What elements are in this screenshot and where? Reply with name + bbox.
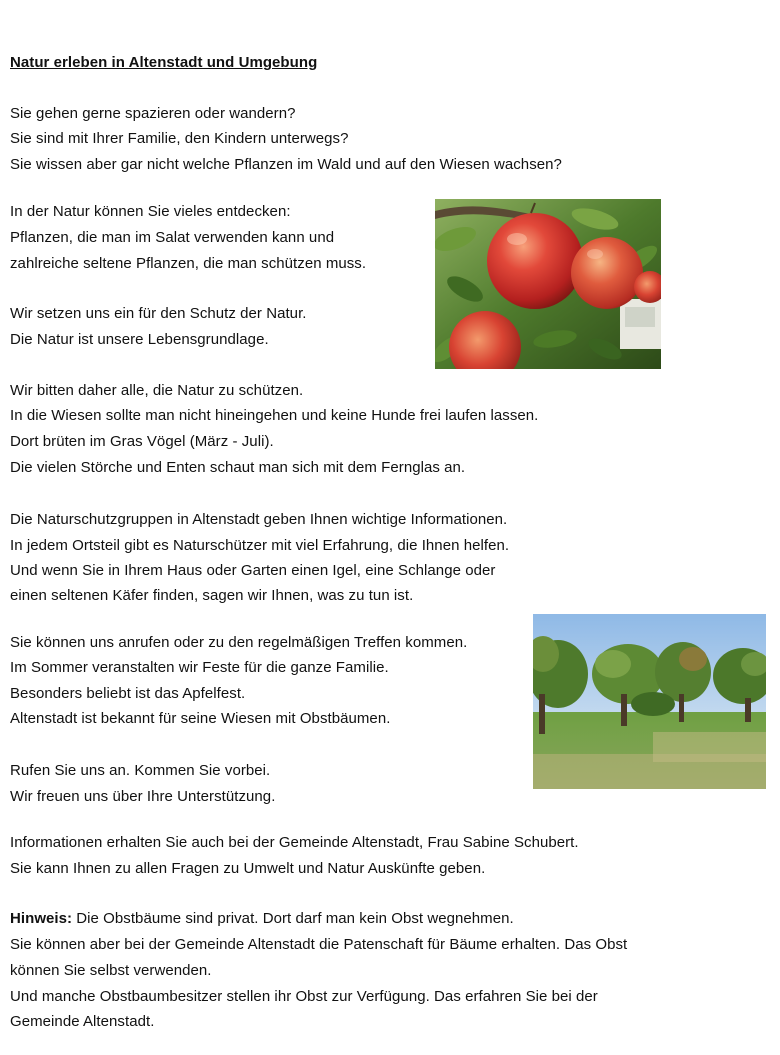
- protect-line-1: Wir setzen uns ein für den Schutz der Natur.: [10, 305, 307, 322]
- discover-line-1: In der Natur können Sie vieles entdecken:: [10, 203, 291, 220]
- hint-line-2: Sie können aber bei der Gemeinde Altenstadt die Patenschaft für Bäume erhalten. Das Obst: [10, 936, 628, 953]
- info-line-2: Sie kann Ihnen zu allen Fragen zu Umwelt und Natur Auskünfte geben.: [10, 860, 486, 877]
- hint-line-4: Und manche Obstbaumbesitzer stellen ihr Obst zur Verfügung. Das erfahren Sie bei der: [10, 988, 598, 1005]
- intro-line-2: Sie sind mit Ihrer Familie, den Kindern unterwegs?: [10, 130, 349, 147]
- events-line-3: Besonders beliebt ist das Apfelfest.: [10, 685, 246, 702]
- intro-line-3: Sie wissen aber gar nicht welche Pflanzen im Wald und auf den Wiesen wachsen?: [10, 156, 562, 173]
- call-line-1: Rufen Sie uns an. Kommen Sie vorbei.: [10, 762, 271, 779]
- ask-line-3: Dort brüten im Gras Vögel (März - Juli).: [10, 433, 274, 450]
- orchard-photo: [533, 614, 766, 789]
- ask-line-1: Wir bitten daher alle, die Natur zu schützen.: [10, 382, 304, 399]
- call-line-2: Wir freuen uns über Ihre Unterstützung.: [10, 788, 276, 805]
- page-title: Natur erleben in Altenstadt und Umgebung: [10, 54, 318, 71]
- intro-line-1: Sie gehen gerne spazieren oder wandern?: [10, 105, 296, 122]
- protect-line-2: Die Natur ist unsere Lebensgrundlage.: [10, 331, 269, 348]
- apples-photo: [435, 199, 661, 369]
- ask-line-2: In die Wiesen sollte man nicht hineingehen und keine Hunde frei laufen lassen.: [10, 407, 539, 424]
- discover-line-3: zahlreiche seltene Pflanzen, die man schützen muss.: [10, 255, 367, 272]
- groups-line-4: einen seltenen Käfer finden, sagen wir Ihnen, was zu tun ist.: [10, 587, 414, 604]
- events-line-4: Altenstadt ist bekannt für seine Wiesen mit Obstbäumen.: [10, 710, 391, 727]
- events-line-1: Sie können uns anrufen oder zu den regelmäßigen Treffen kommen.: [10, 634, 468, 651]
- groups-line-2: In jedem Ortsteil gibt es Naturschützer mit viel Erfahrung, die Ihnen helfen.: [10, 537, 510, 554]
- hint-line-3: können Sie selbst verwenden.: [10, 962, 212, 979]
- discover-line-2: Pflanzen, die man im Salat verwenden kann und: [10, 229, 335, 246]
- hint-line-1: [10, 910, 514, 928]
- groups-line-1: Die Naturschutzgruppen in Altenstadt geben Ihnen wichtige Informationen.: [10, 511, 508, 528]
- events-line-2: Im Sommer veranstalten wir Feste für die ganze Familie.: [10, 659, 389, 676]
- hint-line-5: Gemeinde Altenstadt.: [10, 1013, 155, 1030]
- hint-label: Hinweis:: [10, 910, 73, 927]
- hint-first-text: Die Obstbäume sind privat. Dort darf man kein Obst wegnehmen.: [72, 910, 514, 927]
- info-line-1: Informationen erhalten Sie auch bei der Gemeinde Altenstadt, Frau Sabine Schubert.: [10, 834, 579, 851]
- groups-line-3: Und wenn Sie in Ihrem Haus oder Garten einen Igel, eine Schlange oder: [10, 562, 496, 579]
- ask-line-4: Die vielen Störche und Enten schaut man sich mit dem Fernglas an.: [10, 459, 466, 476]
